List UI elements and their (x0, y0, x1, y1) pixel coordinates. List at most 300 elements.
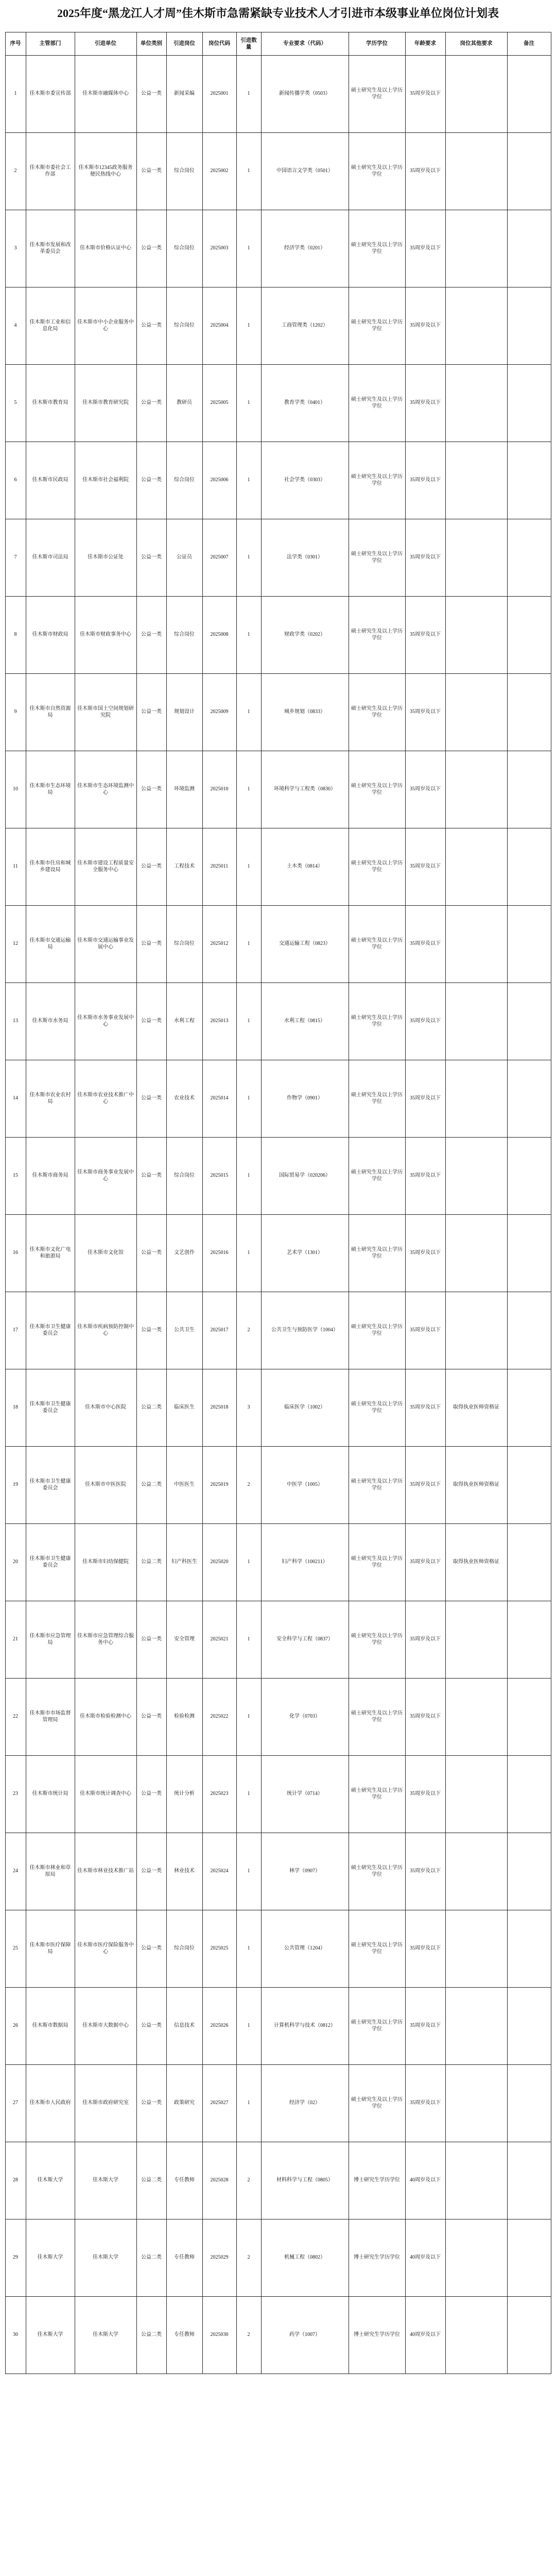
table-cell (445, 442, 507, 519)
table-cell: 公益一类 (136, 1833, 166, 1910)
table-cell (507, 1601, 551, 1679)
table-cell: 佳木斯市水务局 (26, 983, 75, 1060)
table-cell: 35周岁及以下 (405, 133, 445, 210)
table-cell (507, 1138, 551, 1215)
table-cell: 硕士研究生及以上学历学位 (349, 442, 405, 519)
table-cell: 博士研究生学历学位 (349, 2297, 405, 2374)
table-cell: 检验检测 (166, 1679, 202, 1756)
table-cell: 中医医生 (166, 1447, 202, 1524)
table-cell (507, 1679, 551, 1756)
table-cell: 2025016 (202, 1215, 236, 1292)
table-cell: 佳木斯市数据局 (26, 1988, 75, 2065)
table-cell: 2025019 (202, 1447, 236, 1524)
table-row (5, 133, 551, 210)
table-cell (507, 2065, 551, 2142)
table-cell (507, 442, 551, 519)
table-cell: 公证员 (166, 519, 202, 597)
table-cell: 国际贸易学（020206） (261, 1138, 349, 1215)
table-cell: 佳木斯市公证处 (75, 519, 136, 597)
table-cell: 2025007 (202, 519, 236, 597)
table-cell: 1 (236, 133, 261, 210)
table-cell: 3 (5, 210, 26, 287)
table-cell: 1 (236, 674, 261, 751)
table-cell: 2025028 (202, 2142, 236, 2219)
table-cell: 公益二类 (136, 1524, 166, 1601)
table-cell: 公益一类 (136, 519, 166, 597)
table-cell: 硕士研究生及以上学历学位 (349, 519, 405, 597)
table-cell: 硕士研究生及以上学历学位 (349, 365, 405, 442)
table-cell: 机械工程（0802） (261, 2219, 349, 2297)
table-cell: 14 (5, 1060, 26, 1138)
table-cell: 佳木斯市水务事业发展中心 (75, 983, 136, 1060)
table-row (5, 1988, 551, 2065)
table-cell: 11 (5, 828, 26, 906)
table-cell: 公益二类 (136, 2297, 166, 2374)
table-cell: 专任教师 (166, 2297, 202, 2374)
table-cell: 佳木斯市农业农村局 (26, 1060, 75, 1138)
table-cell (507, 1833, 551, 1910)
table-cell: 工商管理类（1202） (261, 287, 349, 365)
table-row (5, 2142, 551, 2219)
table-cell: 公益一类 (136, 983, 166, 1060)
table-cell: 35周岁及以下 (405, 519, 445, 597)
table-cell: 教研员 (166, 365, 202, 442)
table-cell: 2 (236, 1292, 261, 1369)
table-cell: 硕士研究生及以上学历学位 (349, 1524, 405, 1601)
table-cell: 硕士研究生及以上学历学位 (349, 1601, 405, 1679)
table-cell: 化学（0703） (261, 1679, 349, 1756)
table-cell: 佳木斯市司法局 (26, 519, 75, 597)
header-cell: 引进单位 (75, 32, 136, 56)
header-cell: 引进数量 (236, 32, 261, 56)
table-cell: 12 (5, 906, 26, 983)
table-cell: 22 (5, 1679, 26, 1756)
table-cell: 1 (236, 1138, 261, 1215)
table-cell: 统计分析 (166, 1756, 202, 1833)
table-cell: 2025002 (202, 133, 236, 210)
table-cell: 硕士研究生及以上学历学位 (349, 1833, 405, 1910)
table-row (5, 1292, 551, 1369)
header-cell: 序号 (5, 32, 26, 56)
table-cell: 临床医生 (166, 1369, 202, 1447)
table-row (5, 1060, 551, 1138)
table-row (5, 674, 551, 751)
table-cell: 35周岁及以下 (405, 1910, 445, 1988)
table-cell: 硕士研究生及以上学历学位 (349, 1679, 405, 1756)
table-cell: 35周岁及以下 (405, 983, 445, 1060)
table-cell (445, 519, 507, 597)
table-row (5, 2297, 551, 2374)
table-cell: 佳木斯市商务局 (26, 1138, 75, 1215)
table-cell: 公共卫生 (166, 1292, 202, 1369)
table-cell: 35周岁及以下 (405, 56, 445, 133)
table-cell: 公益一类 (136, 1988, 166, 2065)
table-cell: 佳木斯市妇幼保健院 (75, 1524, 136, 1601)
table-cell: 2 (236, 2297, 261, 2374)
table-row (5, 1138, 551, 1215)
table-cell: 1 (236, 1215, 261, 1292)
table-cell: 1 (236, 1060, 261, 1138)
table-cell (507, 1988, 551, 2065)
table-cell (445, 1910, 507, 1988)
table-cell: 硕士研究生及以上学历学位 (349, 1369, 405, 1447)
table-cell: 1 (236, 1988, 261, 2065)
table-cell: 15 (5, 1138, 26, 1215)
table-cell: 2025017 (202, 1292, 236, 1369)
table-cell: 1 (236, 906, 261, 983)
table-cell (445, 751, 507, 828)
table-cell: 35周岁及以下 (405, 597, 445, 674)
table-cell: 2025024 (202, 1833, 236, 1910)
table-cell: 新闻传播学类（0503） (261, 56, 349, 133)
table-cell: 2025013 (202, 983, 236, 1060)
table-cell (445, 674, 507, 751)
table-cell: 佳木斯市交通运输局 (26, 906, 75, 983)
table-cell: 佳木斯市融媒体中心 (75, 56, 136, 133)
table-cell: 硕士研究生及以上学历学位 (349, 1756, 405, 1833)
table-cell: 2025003 (202, 210, 236, 287)
table-cell: 佳木斯市生态环境监测中心 (75, 751, 136, 828)
table-cell: 综合岗位 (166, 597, 202, 674)
table-cell: 佳木斯大学 (75, 2219, 136, 2297)
table-cell: 2 (236, 1447, 261, 1524)
table-cell: 佳木斯市林业和草原局 (26, 1833, 75, 1910)
table-cell: 综合岗位 (166, 442, 202, 519)
table-cell: 农业技术 (166, 1060, 202, 1138)
table-cell: 公益二类 (136, 2219, 166, 2297)
table-row (5, 1215, 551, 1292)
table-cell: 公益一类 (136, 133, 166, 210)
table-cell: 妇产科学（100211） (261, 1524, 349, 1601)
table-header-row (5, 32, 551, 56)
table-cell: 28 (5, 2142, 26, 2219)
table-cell: 法学类（0301） (261, 519, 349, 597)
table-row (5, 1679, 551, 1756)
table-cell (507, 828, 551, 906)
table-cell: 新闻采编 (166, 56, 202, 133)
table-cell: 硕士研究生及以上学历学位 (349, 906, 405, 983)
table-cell: 2025025 (202, 1910, 236, 1988)
table-cell: 佳木斯市发展和改革委员会 (26, 210, 75, 287)
table-cell: 1 (236, 828, 261, 906)
table-cell: 1 (236, 983, 261, 1060)
table-cell: 10 (5, 751, 26, 828)
table-cell: 环境科学与工程类（0830） (261, 751, 349, 828)
table-cell: 40周岁及以下 (405, 2297, 445, 2374)
table-cell: 佳木斯大学 (75, 2142, 136, 2219)
table-cell: 35周岁及以下 (405, 1447, 445, 1524)
table-cell: 佳木斯市农业技术推广中心 (75, 1060, 136, 1138)
table-cell: 佳木斯市林业技术推广站 (75, 1833, 136, 1910)
table-cell: 35周岁及以下 (405, 751, 445, 828)
table-cell: 硕士研究生及以上学历学位 (349, 133, 405, 210)
table-cell: 7 (5, 519, 26, 597)
table-cell: 2025022 (202, 1679, 236, 1756)
table-cell: 公益一类 (136, 1756, 166, 1833)
table-cell (507, 2219, 551, 2297)
table-cell: 25 (5, 1910, 26, 1988)
table-cell: 作物学（0901） (261, 1060, 349, 1138)
table-cell: 1 (236, 287, 261, 365)
table-cell: 17 (5, 1292, 26, 1369)
table-row (5, 828, 551, 906)
table-cell: 公益一类 (136, 674, 166, 751)
table-cell: 1 (236, 1833, 261, 1910)
table-cell: 35周岁及以下 (405, 1988, 445, 2065)
table-cell: 妇产科医生 (166, 1524, 202, 1601)
table-cell: 规划设计 (166, 674, 202, 751)
table-cell (445, 1215, 507, 1292)
table-cell: 佳木斯市建设工程质量安全服务中心 (75, 828, 136, 906)
table-cell: 公益一类 (136, 751, 166, 828)
table-cell: 佳木斯市大数据中心 (75, 1988, 136, 2065)
table-cell: 政策研究 (166, 2065, 202, 2142)
table-cell: 公共卫生与预防医学（1004） (261, 1292, 349, 1369)
table-cell: 佳木斯市统计局 (26, 1756, 75, 1833)
table-cell: 综合岗位 (166, 133, 202, 210)
position-plan-table (5, 32, 551, 2374)
table-cell: 水利工程 (166, 983, 202, 1060)
table-cell: 35周岁及以下 (405, 365, 445, 442)
table-cell: 35周岁及以下 (405, 1060, 445, 1138)
table-row (5, 442, 551, 519)
table-cell: 35周岁及以下 (405, 1524, 445, 1601)
table-cell: 硕士研究生及以上学历学位 (349, 1988, 405, 2065)
table-cell: 2025029 (202, 2219, 236, 2297)
table-cell (507, 365, 551, 442)
table-cell: 教育学类（0401） (261, 365, 349, 442)
table-cell: 26 (5, 1988, 26, 2065)
table-cell: 公益一类 (136, 1601, 166, 1679)
table-cell: 19 (5, 1447, 26, 1524)
header-cell: 岗位代码 (202, 32, 236, 56)
table-cell (445, 365, 507, 442)
table-cell: 2025011 (202, 828, 236, 906)
table-cell: 硕士研究生及以上学历学位 (349, 2065, 405, 2142)
table-cell: 公益一类 (136, 906, 166, 983)
table-cell: 专任教师 (166, 2219, 202, 2297)
table-cell: 1 (236, 1756, 261, 1833)
table-row (5, 287, 551, 365)
table-cell: 9 (5, 674, 26, 751)
table-cell: 35周岁及以下 (405, 828, 445, 906)
table-cell: 20 (5, 1524, 26, 1601)
table-cell: 公益一类 (136, 1679, 166, 1756)
table-cell: 2025008 (202, 597, 236, 674)
table-cell: 硕士研究生及以上学历学位 (349, 1447, 405, 1524)
table-cell: 佳木斯市人民政府 (26, 2065, 75, 2142)
table-cell: 公益一类 (136, 828, 166, 906)
table-cell: 35周岁及以下 (405, 1679, 445, 1756)
table-cell: 社会学类（0303） (261, 442, 349, 519)
table-cell (507, 1369, 551, 1447)
table-row (5, 1833, 551, 1910)
table-cell (507, 133, 551, 210)
table-cell: 1 (236, 519, 261, 597)
table-cell: 取得执业医师资格证 (445, 1524, 507, 1601)
table-cell (507, 287, 551, 365)
table-cell: 公益一类 (136, 1138, 166, 1215)
table-cell: 6 (5, 442, 26, 519)
table-cell (507, 1756, 551, 1833)
table-cell (507, 56, 551, 133)
table-cell: 1 (236, 1524, 261, 1601)
table-cell: 公益一类 (136, 1910, 166, 1988)
table-cell (445, 1679, 507, 1756)
table-cell: 公益一类 (136, 1060, 166, 1138)
table-cell (445, 2142, 507, 2219)
table-cell: 5 (5, 365, 26, 442)
table-cell: 佳木斯市委宣传部 (26, 56, 75, 133)
table-cell: 取得执业医师资格证 (445, 1447, 507, 1524)
table-cell (507, 1215, 551, 1292)
page-title: 2025年度“黑龙江人才周”佳木斯市急需紧缺专业技术人才引进市本级事业单位岗位计划表 (57, 7, 499, 20)
table-cell: 35周岁及以下 (405, 1369, 445, 1447)
table-cell: 城乡规划（0833） (261, 674, 349, 751)
table-cell: 博士研究生学历学位 (349, 2219, 405, 2297)
table-cell: 公共管理（1204） (261, 1910, 349, 1988)
table-cell: 佳木斯市价格认证中心 (75, 210, 136, 287)
table-cell: 2025030 (202, 2297, 236, 2374)
table-cell: 计算机科学与技术（0812） (261, 1988, 349, 2065)
table-cell: 2 (236, 2142, 261, 2219)
table-cell: 23 (5, 1756, 26, 1833)
table-cell: 公益一类 (136, 287, 166, 365)
header-cell: 单位类别 (136, 32, 166, 56)
table-cell (445, 210, 507, 287)
table-cell (507, 751, 551, 828)
table-row (5, 983, 551, 1060)
table-cell: 硕士研究生及以上学历学位 (349, 56, 405, 133)
table-cell (507, 906, 551, 983)
table-cell: 35周岁及以下 (405, 2065, 445, 2142)
table-row (5, 365, 551, 442)
table-cell (507, 2297, 551, 2374)
table-cell (507, 1910, 551, 1988)
table-cell: 1 (5, 56, 26, 133)
table-cell: 公益一类 (136, 1292, 166, 1369)
table-cell: 30 (5, 2297, 26, 2374)
table-row (5, 210, 551, 287)
table-cell: 40周岁及以下 (405, 2142, 445, 2219)
table-cell: 硕士研究生及以上学历学位 (349, 1060, 405, 1138)
table-cell: 统计学（0714） (261, 1756, 349, 1833)
table-cell: 佳木斯市政府研究室 (75, 2065, 136, 2142)
header-cell: 学历学位 (349, 32, 405, 56)
table-cell: 佳木斯市商务事业发展中心 (75, 1138, 136, 1215)
table-cell: 佳木斯市工业和信息化局 (26, 287, 75, 365)
table-row (5, 1756, 551, 1833)
table-cell (445, 2297, 507, 2374)
table-cell: 1 (236, 1679, 261, 1756)
table-cell: 35周岁及以下 (405, 1833, 445, 1910)
table-cell: 安全科学与工程（0837） (261, 1601, 349, 1679)
table-cell: 2025020 (202, 1524, 236, 1601)
table-cell: 经济学（02） (261, 2065, 349, 2142)
table-cell (445, 133, 507, 210)
table-cell: 中国语言文学类（0501） (261, 133, 349, 210)
table-cell: 水利工程（0815） (261, 983, 349, 1060)
table-cell: 佳木斯市文化广电和旅游局 (26, 1215, 75, 1292)
table-cell: 文艺创作 (166, 1215, 202, 1292)
table-cell (507, 674, 551, 751)
table-cell: 硕士研究生及以上学历学位 (349, 210, 405, 287)
table-row (5, 1447, 551, 1524)
table-cell: 佳木斯市文化馆 (75, 1215, 136, 1292)
table-cell: 硕士研究生及以上学历学位 (349, 674, 405, 751)
table-cell: 16 (5, 1215, 26, 1292)
table-row (5, 1524, 551, 1601)
table-row (5, 56, 551, 133)
table-cell: 佳木斯大学 (75, 2297, 136, 2374)
table-cell (445, 2065, 507, 2142)
table-cell: 硕士研究生及以上学历学位 (349, 751, 405, 828)
table-cell: 佳木斯市财政局 (26, 597, 75, 674)
table-cell: 硕士研究生及以上学历学位 (349, 1215, 405, 1292)
table-cell: 安全管理 (166, 1601, 202, 1679)
table-cell: 硕士研究生及以上学历学位 (349, 1292, 405, 1369)
table-cell: 综合岗位 (166, 1138, 202, 1215)
table-cell: 佳木斯市教育研究院 (75, 365, 136, 442)
table-cell: 佳木斯市疾病预防控制中心 (75, 1292, 136, 1369)
table-cell: 土木类（0814） (261, 828, 349, 906)
table-cell: 环境监测 (166, 751, 202, 828)
header-cell: 引进岗位 (166, 32, 202, 56)
table-cell: 博士研究生学历学位 (349, 2142, 405, 2219)
table-cell (507, 1292, 551, 1369)
header-cell: 主管部门 (26, 32, 75, 56)
table-cell: 中医学（1005） (261, 1447, 349, 1524)
table-cell: 公益二类 (136, 1447, 166, 1524)
table-cell: 佳木斯市医疗保障局 (26, 1910, 75, 1988)
table-cell: 35周岁及以下 (405, 1601, 445, 1679)
table-cell: 佳木斯市市场监督管理局 (26, 1679, 75, 1756)
table-cell: 综合岗位 (166, 1910, 202, 1988)
table-cell: 佳木斯市卫生健康委员会 (26, 1447, 75, 1524)
table-cell (507, 210, 551, 287)
table-cell: 佳木斯市财政事务中心 (75, 597, 136, 674)
table-cell (445, 1833, 507, 1910)
table-cell (445, 828, 507, 906)
table-cell: 35周岁及以下 (405, 1215, 445, 1292)
table-cell: 佳木斯市中心医院 (75, 1369, 136, 1447)
table-cell: 佳木斯市卫生健康委员会 (26, 1369, 75, 1447)
table-cell (445, 1988, 507, 2065)
table-cell: 硕士研究生及以上学历学位 (349, 1138, 405, 1215)
table-row (5, 519, 551, 597)
table-cell: 1 (236, 751, 261, 828)
table-cell: 2025012 (202, 906, 236, 983)
table-cell: 综合岗位 (166, 287, 202, 365)
table-cell (445, 597, 507, 674)
table-cell: 取得执业医师资格证 (445, 1369, 507, 1447)
table-cell: 公益一类 (136, 56, 166, 133)
table-cell: 2 (236, 2219, 261, 2297)
table-cell: 29 (5, 2219, 26, 2297)
table-cell: 财政学类（0202） (261, 597, 349, 674)
table-cell: 35周岁及以下 (405, 1292, 445, 1369)
table-cell: 21 (5, 1601, 26, 1679)
table-cell: 佳木斯市检验检测中心 (75, 1679, 136, 1756)
table-cell: 2025015 (202, 1138, 236, 1215)
table-cell: 2025023 (202, 1756, 236, 1833)
table-cell: 药学（1007） (261, 2297, 349, 2374)
table-cell: 综合岗位 (166, 210, 202, 287)
table-cell: 公益一类 (136, 597, 166, 674)
table-cell: 35周岁及以下 (405, 287, 445, 365)
header-cell: 备注 (507, 32, 551, 56)
table-cell: 2025026 (202, 1988, 236, 2065)
